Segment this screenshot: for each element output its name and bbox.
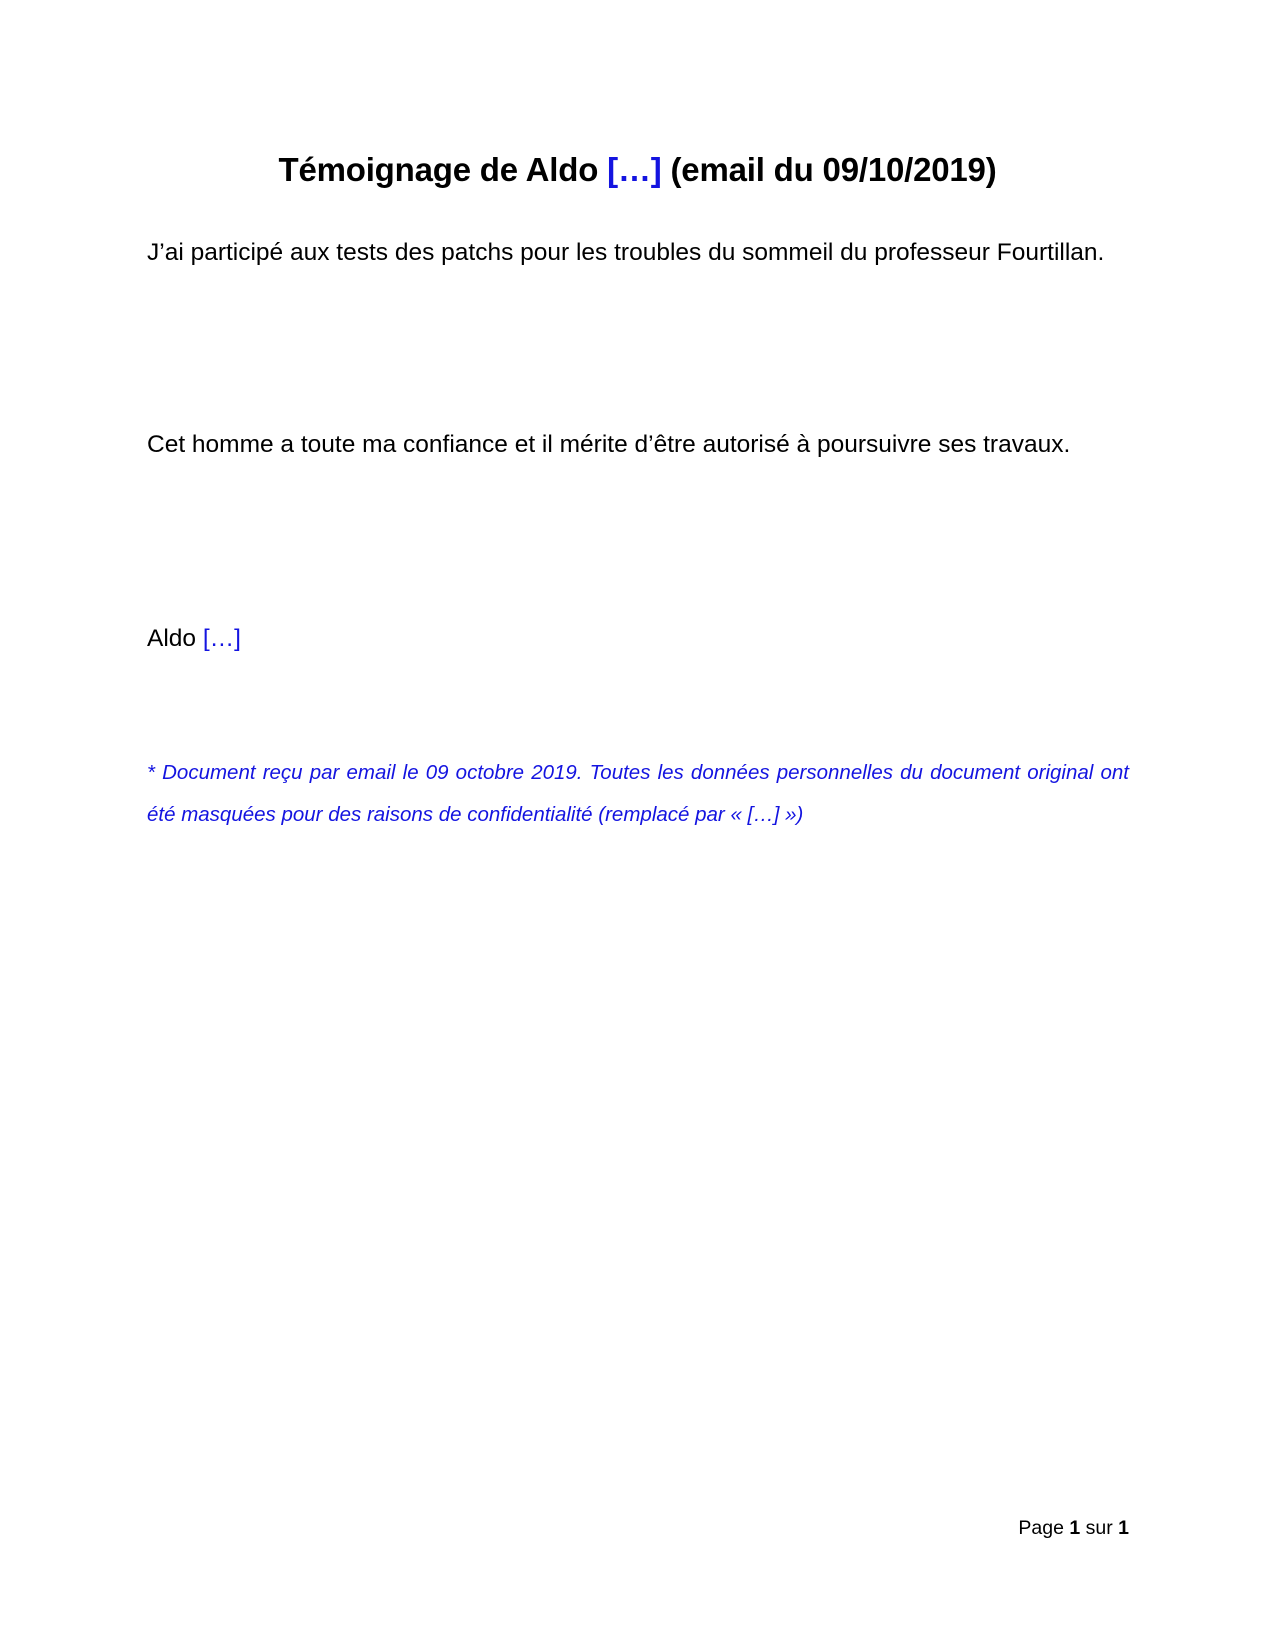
- document-title: [0, 148, 1275, 192]
- footer-total-pages: 1: [1118, 1517, 1129, 1539]
- confidentiality-note: * Document reçu par email le 09 octobre 2019. Toutes les données personnelles du document original ont été masquées pour des raisons de confidentialité (remplacé par « […] »): [147, 761, 1129, 826]
- title-redacted-name: […]: [607, 151, 662, 188]
- page-footer: [1018, 1515, 1129, 1541]
- title-suffix: (email du 09/10/2019): [661, 151, 997, 188]
- footer-of-label: sur: [1080, 1517, 1119, 1539]
- body-paragraph-1: J’ai participé aux tests des patchs pour les troubles du sommeil du professeur Fourtillan.: [147, 239, 1105, 266]
- signature-redacted: […]: [202, 625, 241, 652]
- footer-page-label: Page: [1018, 1517, 1070, 1539]
- body-paragraph-2: Cet homme a toute ma confiance et il mérite d’être autorisé à poursuivre ses travaux.: [147, 431, 1071, 458]
- signature: [147, 611, 241, 666]
- title-prefix: Témoignage de Aldo: [278, 151, 608, 188]
- signature-name: Aldo: [147, 625, 203, 652]
- footer-current-page: 1: [1069, 1517, 1081, 1539]
